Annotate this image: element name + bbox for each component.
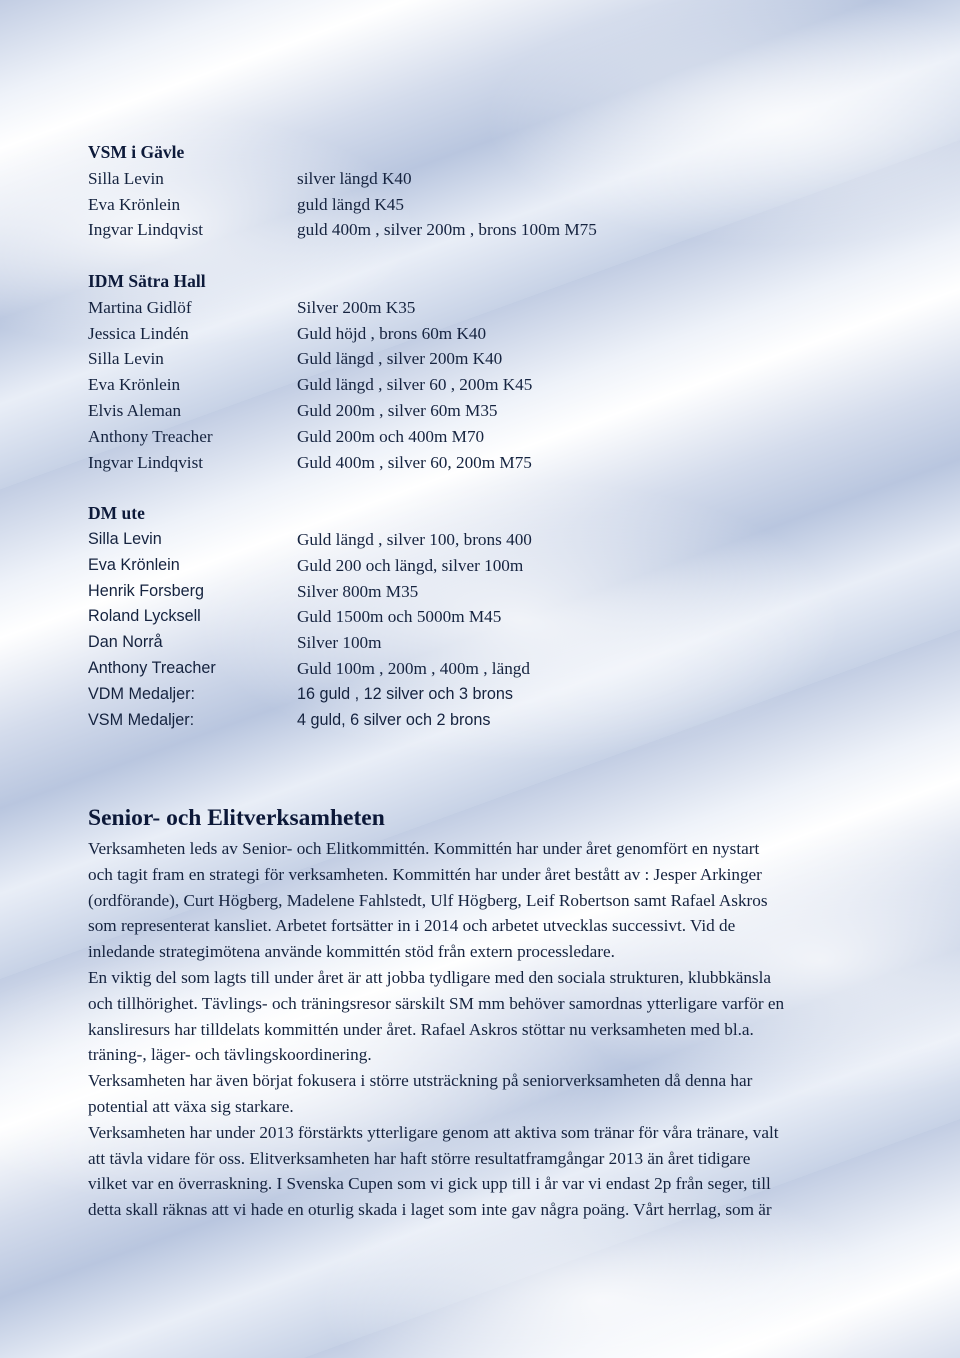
medal-result: Guld höjd , brons 60m K40	[297, 323, 487, 343]
dm-row	[88, 708, 878, 734]
dm-row	[88, 553, 878, 579]
text-line: potential att växa sig starkare.	[88, 1096, 294, 1116]
athlete-name: Silla Levin	[88, 168, 164, 188]
medal-result: Guld längd , silver 200m K40	[297, 349, 503, 369]
text-line: och tillhörighet. Tävlings- och träningsresor särskilt SM mm behöver samordnas ytterligare varför en	[88, 993, 785, 1013]
athlete-name: Roland Lycksell	[88, 607, 201, 626]
results-section	[88, 140, 878, 733]
athlete-name: Anthony Treacher	[88, 658, 216, 677]
medal-total-label: VDM Medaljer:	[88, 684, 196, 703]
medal-result: Guld 400m , silver 60, 200m M75	[297, 452, 532, 472]
text-line: att tävla vidare för oss. Elitverksamheten har haft större resultatframgångar 2013 än året tidigare	[88, 1148, 751, 1168]
vsm-row	[88, 217, 878, 243]
text-line: kansliresurs har tilldelats kommittén under året. Rafael Askros stöttar nu verksamheten med bl.a.	[88, 1019, 754, 1039]
dm-row	[88, 656, 878, 682]
medal-result: Silver 200m K35	[297, 297, 416, 317]
medal-result: guld 400m , silver 200m , brons 100m M75	[297, 220, 597, 240]
athlete-name: Martina Gidlöf	[88, 297, 192, 317]
text-line: detta skall räknas att vi hade en oturlig skada i laget som inte gav några poäng. Vårt herrlag, som är	[88, 1200, 772, 1220]
athlete-name: Henrik Forsberg	[88, 581, 205, 600]
medal-total-label: VSM Medaljer:	[88, 710, 195, 729]
medal-result: Silver 100m	[297, 633, 382, 653]
athlete-name: Eva Krönlein	[88, 555, 180, 574]
athlete-name: Silla Levin	[88, 529, 162, 548]
text-line: inledande strategimötena använde kommittén stöd från extern processledare.	[88, 942, 615, 962]
idm-row	[88, 372, 878, 398]
medal-result: Guld 200 och längd, silver 100m	[297, 555, 524, 575]
text-line: Verksamheten leds av Senior- och Elitkommittén. Kommittén har under året genomfört en nystart	[88, 839, 760, 858]
text-line: och tagit fram en strategi för verksamheten. Kommittén har under året bestått av : Jesper Arkinger	[88, 864, 762, 884]
medal-result: Silver 800m M35	[297, 581, 419, 601]
medal-result: Guld 200m , silver 60m M35	[297, 400, 498, 420]
athlete-name: Jessica Lindén	[88, 323, 189, 343]
medal-result: silver längd K40	[297, 168, 412, 188]
idm-row	[88, 424, 878, 450]
athlete-name: Ingvar Lindqvist	[88, 452, 204, 472]
medal-result: Guld 1500m och 5000m M45	[297, 607, 502, 627]
idm-row	[88, 450, 878, 476]
text-line: träning-, läger- och tävlingskoordinering.	[88, 1045, 372, 1065]
medal-result: Guld 200m och 400m M70	[297, 426, 485, 446]
senior-body-text	[88, 836, 888, 1223]
text-line: vilket var en överraskning. I Svenska Cupen som vi gick upp till i år var vi endast 2p från seger, till	[88, 1174, 771, 1194]
athlete-name: Eva Krönlein	[88, 194, 181, 214]
vsm-heading: VSM i Gävle	[88, 142, 185, 162]
spacer	[88, 475, 878, 501]
idm-heading: IDM Sätra Hall	[88, 270, 206, 291]
vsm-row	[88, 192, 878, 218]
dm-heading: DM ute	[88, 503, 145, 524]
medal-result: Guld längd , silver 60 , 200m K45	[297, 375, 533, 395]
text-line: Verksamheten har under 2013 förstärkts ytterligare genom att aktiva som tränar för våra tränare, valt	[88, 1122, 779, 1142]
dm-row	[88, 579, 878, 605]
text-line: som representerat kansliet. Arbetet fortsätter in i 2014 och arbetet utvecklas successivt. Vid de	[88, 916, 736, 936]
medal-total-value: 4 guld, 6 silver och 2 brons	[297, 710, 491, 729]
idm-row	[88, 398, 878, 424]
dm-row	[88, 604, 878, 630]
idm-row	[88, 295, 878, 321]
dm-row	[88, 527, 878, 553]
medal-result: Guld längd , silver 100, brons 400	[297, 529, 532, 549]
medal-result: Guld 100m , 200m , 400m , längd	[297, 658, 530, 678]
idm-row	[88, 346, 878, 372]
senior-section-title: Senior- och Elitverksamheten	[88, 805, 385, 831]
text-line: (ordförande), Curt Högberg, Madelene Fahlstedt, Ulf Högberg, Leif Robertson samt Rafael Askros	[88, 890, 768, 910]
athlete-name: Dan Norrå	[88, 633, 163, 652]
vsm-row	[88, 166, 878, 192]
idm-row	[88, 321, 878, 347]
text-line: Verksamheten har även börjat fokusera i större utsträckning på seniorverksamheten då denna har	[88, 1071, 753, 1091]
spacer	[88, 243, 878, 269]
athlete-name: Silla Levin	[88, 349, 164, 369]
medal-result: guld längd K45	[297, 194, 404, 214]
dm-row	[88, 682, 878, 708]
athlete-name: Ingvar Lindqvist	[88, 220, 204, 240]
athlete-name: Elvis Aleman	[88, 400, 182, 420]
athlete-name: Eva Krönlein	[88, 375, 181, 395]
medal-total-value: 16 guld , 12 silver och 3 brons	[297, 684, 513, 703]
text-line: En viktig del som lagts till under året är att jobba tydligare med den sociala strukturen, klubbkänsla	[88, 967, 772, 987]
dm-row	[88, 630, 878, 656]
athlete-name: Anthony Treacher	[88, 426, 213, 446]
